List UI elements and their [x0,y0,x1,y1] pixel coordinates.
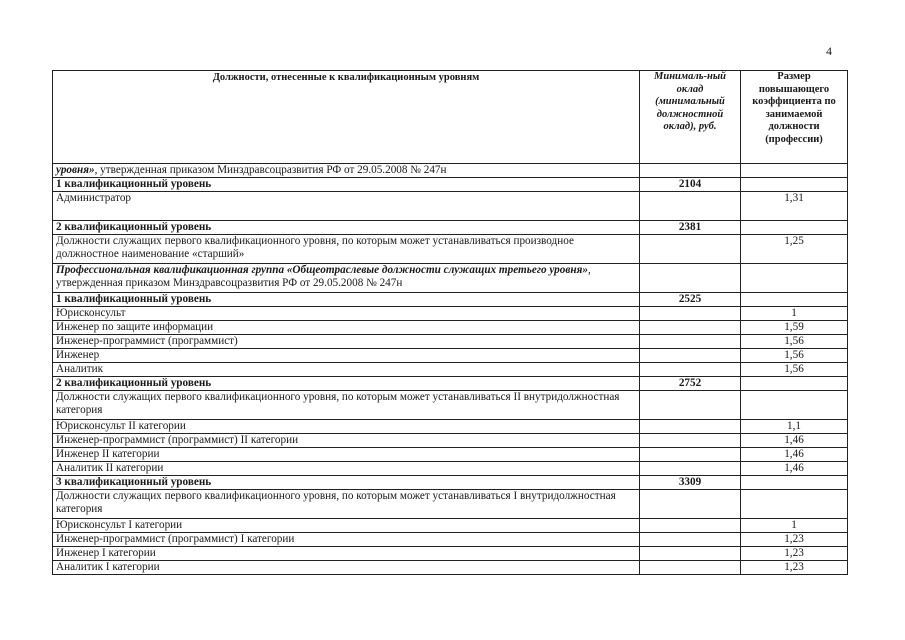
table-row [53,434,848,448]
coefficient-cell [741,391,848,420]
header-coefficient: Размер повышающего коэффициента по занимаемой должности (профессии) [741,71,848,164]
table-row [53,519,848,533]
min-salary-cell [640,363,741,377]
group-order-text: , утвержденная приказом Минздравсоцразвития РФ от 29.05.2008 № 247н [94,164,447,176]
coefficient-cell: 1,46 [741,448,848,462]
position-cell: 3 квалификационный уровень [53,476,640,490]
min-salary-cell [640,192,741,221]
table-row [53,462,848,476]
position-cell: 1 квалификационный уровень [53,293,640,307]
min-salary-cell [640,164,741,178]
table-row [53,490,848,519]
page-number: 4 [826,44,832,58]
table-row [53,391,848,420]
table-row [53,235,848,264]
coefficient-cell: 1,59 [741,321,848,335]
position-cell: Инженер-программист (программист) II категории [53,434,640,448]
coefficient-cell: 1,25 [741,235,848,264]
position-cell: Инженер по защите информации [53,321,640,335]
min-salary-cell [640,235,741,264]
position-cell: Юрисконсульт [53,307,640,321]
min-salary-cell [640,533,741,547]
group-title: Профессиональная квалификационная группа «Общеотраслевые должности служащих третьего уровня» [56,264,588,276]
position-cell: Инженер-программист (программист) I категории [53,533,640,547]
group-heading-row [53,264,848,293]
coefficient-cell: 1,46 [741,434,848,448]
min-salary-cell [640,307,741,321]
coefficient-cell: 1 [741,307,848,321]
qualification-level-row [53,178,848,192]
min-salary-cell [640,434,741,448]
table-row [53,363,848,377]
coefficient-cell [741,264,848,293]
min-salary-cell [640,547,741,561]
min-salary-cell [640,561,741,575]
coefficient-cell: 1,31 [741,192,848,221]
coefficient-cell [741,178,848,192]
table-body [53,164,848,575]
position-cell: Аналитик I категории [53,561,640,575]
header-positions: Должности, отнесенные к квалификационным уровням [53,71,640,164]
coefficient-cell: 1 [741,519,848,533]
coefficient-cell [741,377,848,391]
coefficient-cell [741,476,848,490]
min-salary-cell [640,462,741,476]
min-salary-cell [640,264,741,293]
min-salary-cell [640,420,741,434]
table-row [53,307,848,321]
position-cell: Должности служащих первого квалификационного уровня, по которым может устанавливаться производное должностное наименование «старший» [53,235,640,264]
coefficient-cell: 1,1 [741,420,848,434]
qualification-table [52,70,848,575]
position-cell: Аналитик II категории [53,462,640,476]
group-heading-row [53,164,848,178]
table-row [53,349,848,363]
table-row [53,533,848,547]
position-cell: 2 квалификационный уровень [53,377,640,391]
position-cell: Администратор [53,192,640,221]
min-salary-cell [640,335,741,349]
position-cell: Должности служащих первого квалификационного уровня, по которым может устанавливаться II внутридолжностная категория [53,391,640,420]
position-cell: 1 квалификационный уровень [53,178,640,192]
position-cell: Инженер II категории [53,448,640,462]
position-cell: Инженер I категории [53,547,640,561]
min-salary-cell [640,448,741,462]
coefficient-cell: 1,56 [741,349,848,363]
group-order-text: , утвержденная приказом Минздравсоцразвития РФ от 29.05.2008 № 247н [56,264,591,289]
coefficient-cell: 1,56 [741,363,848,377]
qualification-level-row [53,476,848,490]
min-salary-cell: 2104 [640,178,741,192]
min-salary-cell: 3309 [640,476,741,490]
min-salary-cell: 2381 [640,221,741,235]
table-row [53,335,848,349]
table-row [53,321,848,335]
table-header-row [53,71,848,164]
header-min-salary: Минималь-ный оклад (минимальный должностной оклад), руб. [640,71,741,164]
coefficient-cell: 1,23 [741,561,848,575]
min-salary-cell [640,519,741,533]
position-cell: Аналитик [53,363,640,377]
group-title: уровня» [56,164,95,176]
position-cell: Инженер-программист (программист) [53,335,640,349]
min-salary-cell [640,391,741,420]
position-cell: Юрисконсульт I категории [53,519,640,533]
table-row [53,448,848,462]
table-row [53,420,848,434]
coefficient-cell: 1,46 [741,462,848,476]
coefficient-cell: 1,56 [741,335,848,349]
qualification-level-row [53,377,848,391]
min-salary-cell [640,321,741,335]
position-cell [53,264,640,293]
min-salary-cell [640,490,741,519]
table-row [53,192,848,221]
coefficient-cell [741,293,848,307]
min-salary-cell: 2752 [640,377,741,391]
position-cell: Юрисконсульт II категории [53,420,640,434]
coefficient-cell: 1,23 [741,533,848,547]
table-row [53,561,848,575]
min-salary-cell [640,349,741,363]
qualification-level-row [53,221,848,235]
table-row [53,547,848,561]
min-salary-cell: 2525 [640,293,741,307]
position-cell [53,164,640,178]
position-cell: 2 квалификационный уровень [53,221,640,235]
position-cell: Инженер [53,349,640,363]
coefficient-cell [741,490,848,519]
position-cell: Должности служащих первого квалификационного уровня, по которым может устанавливаться I внутридолжностная категория [53,490,640,519]
coefficient-cell [741,221,848,235]
qualification-level-row [53,293,848,307]
coefficient-cell [741,164,848,178]
coefficient-cell: 1,23 [741,547,848,561]
